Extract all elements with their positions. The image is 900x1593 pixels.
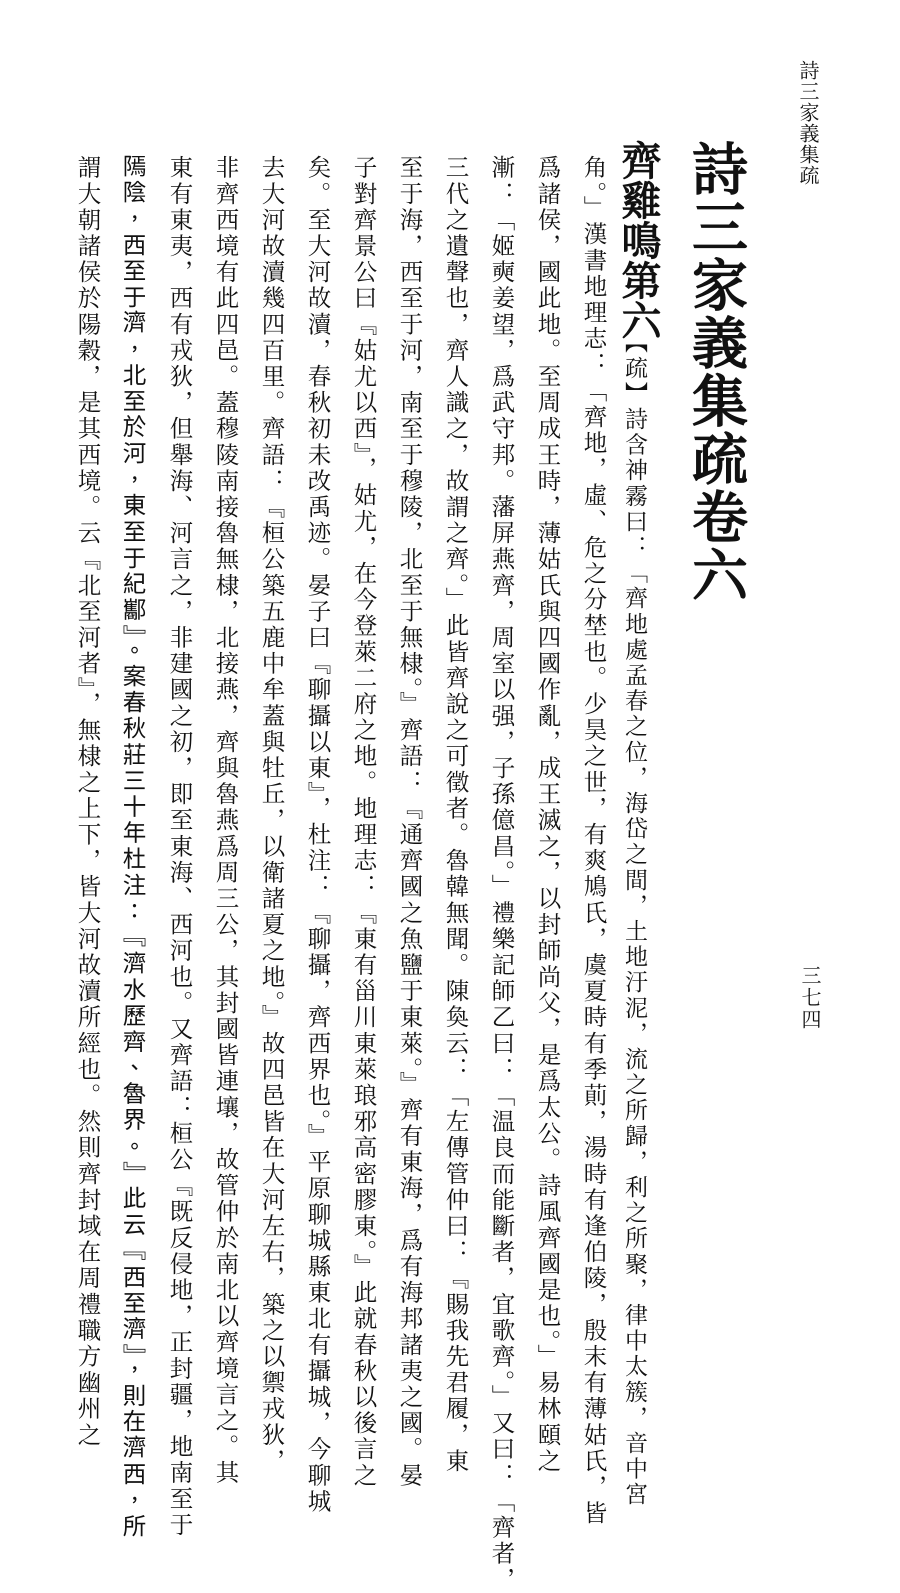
text-column: 爲諸侯，國此地。至周成王時，薄姑氏與四國作亂，成王滅之，以封師尚父，是爲太公。詩風齊國是也。」易林頤之 (533, 155, 562, 1475)
book-title: 詩三家義集疏卷六 (683, 140, 749, 604)
text-column: 非齊西境有此四邑。蓋穆陵南接魯無棣，北接燕，齊與魯燕爲周三公，其封國皆連壤，故管仲於南北以齊境言之。其 (211, 155, 240, 1487)
text-column: 謂大朝諸侯於陽穀，是其西境。云『北至河者』，無棣之上下，皆大河故瀆所經也。然則齊封域在周禮職方幽州之 (73, 155, 102, 1449)
text-column: 角。」漢書地理志：「齊地，虛、危之分埜也。少昊之世，有爽鳩氏，虞夏時有季萴，湯時有逢伯陵，殷末有薄姑氏，皆 (579, 155, 608, 1527)
text-column: 𨻳陰，西至于濟，北至於河，東至于紀酅』。案春秋莊三十年杜注：『濟水歷齊、魯界。』此云『西至濟』，則在濟西，所 (119, 155, 148, 1541)
chapter-heading: 齊雞鳴第六 (615, 140, 662, 340)
running-head: 詩三家義集疏 (796, 60, 820, 186)
text-column: 三代之遺聲也，齊人識之，故謂之齊。」此皆齊說之可徵者。魯韓無聞。陳奐云：「左傳管仲曰：『賜我先君履，東 (441, 155, 470, 1475)
text-column: 漸：「姬奭姜望，爲武守邦。藩屏燕齊，周室以强，子孫億昌。」禮樂記師乙曰：「温良而能斷者，宜歌齊。」又曰：「齊者， (487, 155, 516, 1593)
text-column: 去大河故瀆幾四百里。齊語：『桓公築五鹿中牟蓋與牡丘，以衛諸夏之地。』故四邑皆在大河左右，築之以禦戎狄， (257, 155, 286, 1475)
text-column: 至于海，西至于河，南至于穆陵，北至于無棣。』齊語：『通齊國之魚鹽于東萊。』齊有東海，爲有海邦諸夷之國。晏 (395, 155, 424, 1489)
page-number: 三七四 (798, 965, 822, 1031)
text-column: 東有東夷，西有戎狄，但舉海、河言之，非建國之初，即至東海、西河也。又齊語：桓公『既反侵地，正封疆，地南至于 (165, 155, 194, 1539)
text-column: 矣。至大河故瀆，春秋初未改禹迹。晏子曰『聊攝以東』，杜注：『聊攝，齊西界也。』平原聊城縣東北有攝城，今聊城 (303, 155, 332, 1515)
text-column: 子對齊景公曰『姑尤以西』，姑尤，在今登萊二府之地。地理志：『東有甾川東萊琅邪高密膠東。』此就春秋以後言之 (349, 155, 378, 1489)
commentary-first-column: 【疏】詩含神霧曰：「齊地處孟春之位，海岱之間，土地汙泥，流之所歸，利之所聚，律中太簇，音中宮 (621, 330, 647, 1508)
